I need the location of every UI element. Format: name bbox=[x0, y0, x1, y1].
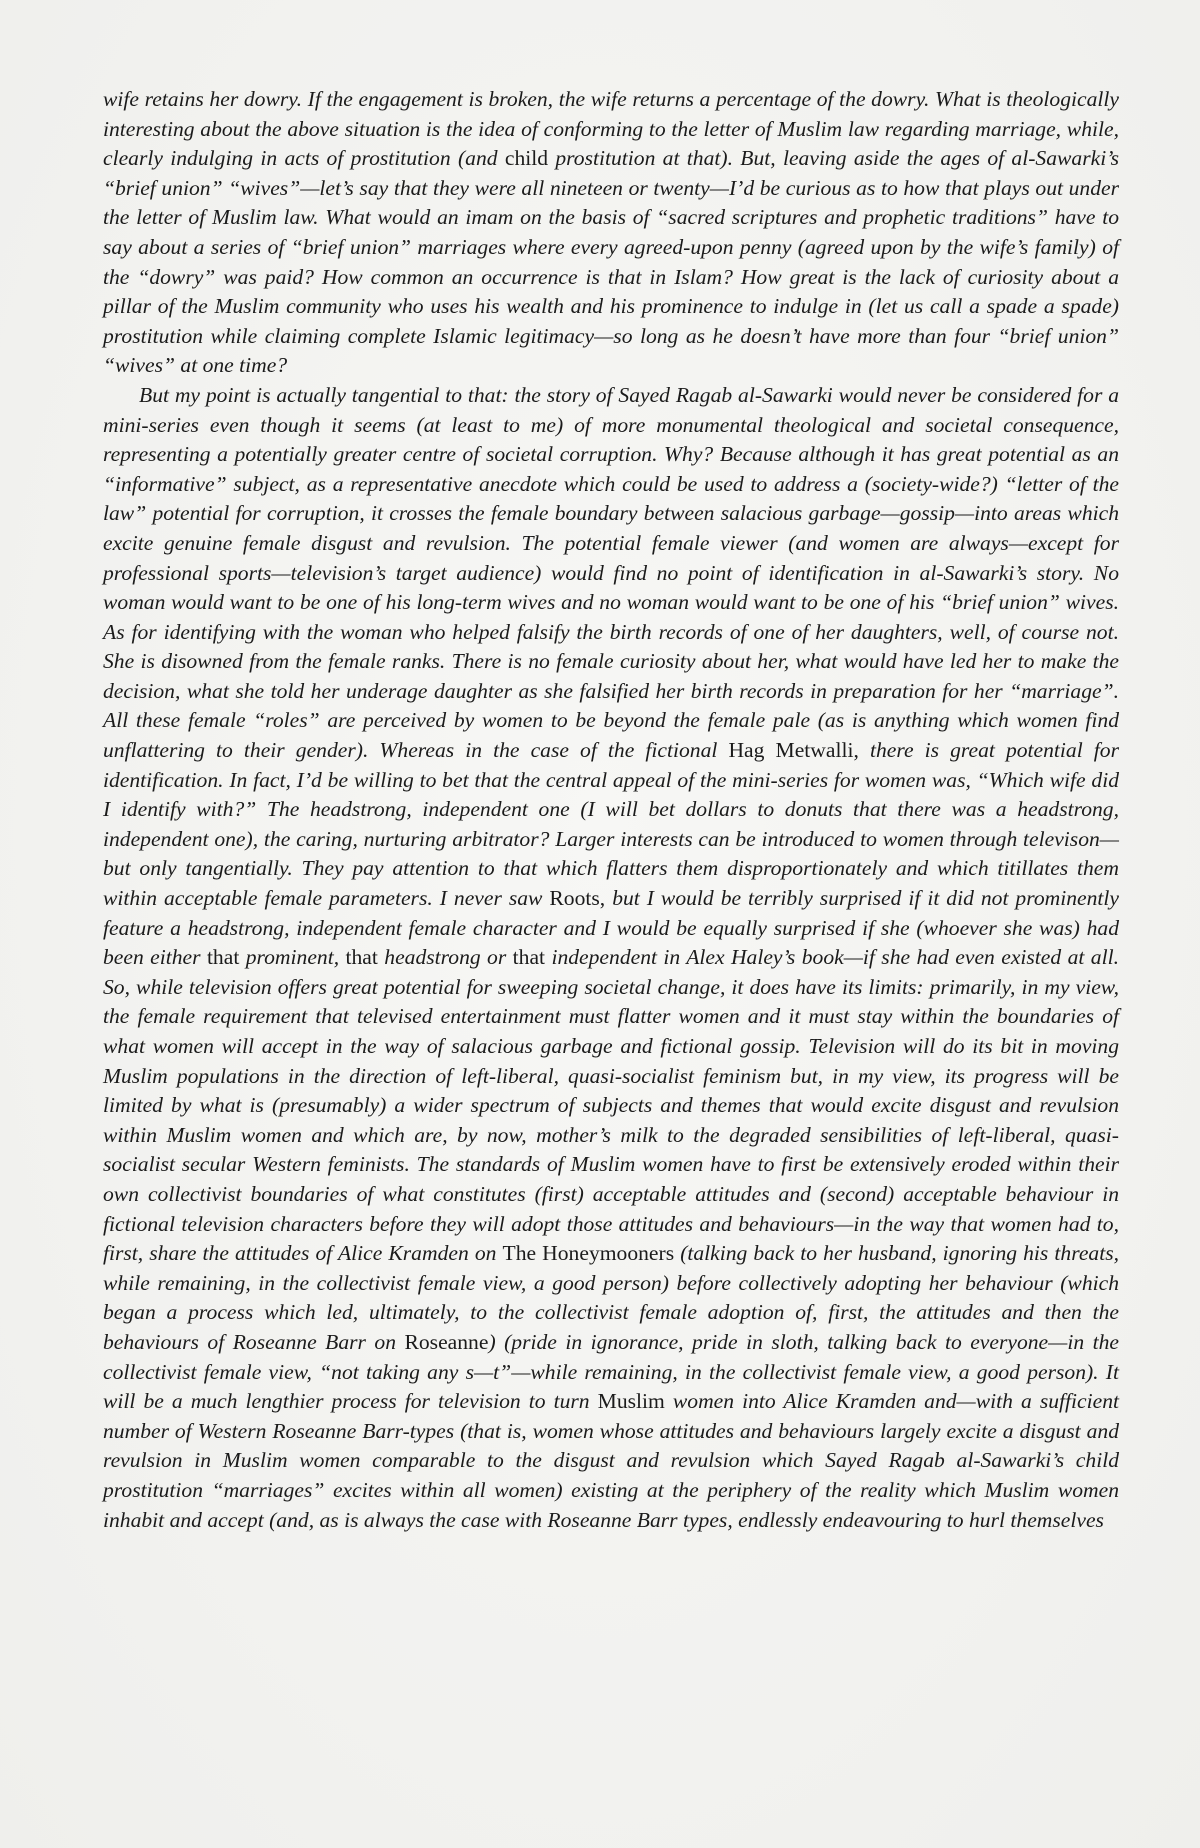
upright-text: that bbox=[345, 945, 378, 970]
upright-text: Hag Metwalli, bbox=[728, 738, 859, 763]
italic-text: But my point is actually tangential to that: the story of Sayed Ragab al-Sawarki would never be considered for a mini-series even though it seems (at least to me) of more monumental theological and societal consequence, representing a potentially greater centre of societal corruption. Why? Because although it has great potential as an “informative” subject, as a representative anecdote which could be used to address a (society-wide?) “letter of the law” potential for corruption, it crosses the female boundary between salacious garbage—gossip—into areas which excite genuine female disgust and revulsion. The potential female viewer (and women are always—except for professional sports—television’s target audience) would find no point of identification in al-Sawarki’s story. No woman would want to be one of his long-term wives and no woman would want to be one of his “brief union” wives. As for identifying with the woman who helped falsify the birth records of one of her daughters, well, of course not. She is disowned from the female ranks. There is no female curiosity about her, what would have led her to make the decision, what she told her underage daughter as she falsified her birth records in preparation for her “marriage”. All these female “roles” are perceived by women to be beyond the female pale (as is anything which women find unflattering to their gender). Whereas in the case of the fictional bbox=[103, 382, 1119, 763]
upright-text: child bbox=[504, 146, 549, 171]
italic-text: wife retains her dowry. If the engagement is broken, the wife returns a percentage of the dowry. What is theologically interesting about the above situation is the idea of conforming to the letter of Muslim law regarding marriage, while, clearly indulging in acts of prostitution (and bbox=[103, 87, 1119, 171]
italic-text: prominent, bbox=[239, 945, 346, 970]
italic-text: independent in Alex Haley’s book—if she had even existed at all. So, while television offers great potential for sweeping societal change, it does have its limits: primarily, in my view, the female requirement that televised entertainment must flatter women and it must stay within the boundaries of what women will accept in the way of salacious garbage and fictional gossip. Television will do its bit in moving Muslim populations in the direction of left-liberal, quasi-socialist feminism but, in my view, its progress will be limited by what is (presumably) a wider spectrum of subjects and themes that would excite disgust and revulsion within Muslim women and which are, by now, mother’s milk to the degraded sensibilities of left-liberal, quasi-socialist secular Western feminists. The standards of Muslim women have to first be extensively eroded within their own collectivist boundaries of what constitutes (first) acceptable attitudes and (second) acceptable behaviour in fictional television characters before they will adopt those attitudes and behaviours—in the way that women had to, first, share the attitudes of Alice Kramden on bbox=[103, 945, 1119, 1266]
paragraph-1 bbox=[103, 85, 1119, 381]
upright-text: Muslim bbox=[597, 1389, 665, 1414]
paragraph-2 bbox=[103, 381, 1119, 1535]
italic-text: women into Alice Kramden and—with a sufficient number of Western Roseanne Barr-types (that is, women whose attitudes and behaviours largely excite a disgust and revulsion in Muslim women comparable to the disgust and revulsion which Sayed Ragab al-Sawarki’s child prostitution “marriages” excites within all women) existing at the periphery of the reality which Muslim women inhabit and accept (and, as is always the case with Roseanne Barr types, endlessly endeavouring to hurl themselves bbox=[103, 1389, 1119, 1532]
upright-text: that bbox=[512, 945, 546, 970]
italic-text: headstrong or bbox=[377, 945, 513, 970]
italic-text: prostitution at that). But, leaving aside the ages of al-Sawarki’s “brief union” “wives”—let’s say that they were all nineteen or twenty—I’d be curious as to how that plays out under the letter of Muslim law. What would an imam on the basis of “sacred scriptures and prophetic traditions” have to say about a series of “brief union” marriages where every agreed-upon penny (agreed upon by the wife’s family) of the “dowry” was paid? How common an occurrence is that in Islam? How great is the lack of curiosity about a pillar of the Muslim community who uses his wealth and his prominence to indulge in (let us call a spade a spade) prostitution while claiming complete Islamic legitimacy—so long as he doesn’t have more than four “brief union” “wives” at one time? bbox=[103, 146, 1120, 378]
upright-text: Roots, bbox=[549, 886, 606, 911]
upright-text: that bbox=[206, 945, 240, 970]
italic-text: (talking back to her husband, ignoring his threats, while remaining, in the collectivist female view, a good person) before collectively adopting her behaviour (which began a process which led, ultimately, to the collectivist female adoption of, first, the attitudes and then the behaviours of Roseanne Barr on bbox=[103, 1241, 1119, 1354]
italic-text: but I would be terribly surprised if it did not prominently feature a headstrong, independent female character and I would be equally surprised if she (whoever she was) had been either bbox=[103, 886, 1119, 970]
italic-text: there is great potential for identification. In fact, I’d be willing to bet that the central appeal of the mini-series for women was, “Which wife did I identify with?” The headstrong, independent one (I will bet dollars to donuts that there was a headstrong, independent one), the caring, nurturing arbitrator? Larger interests can be introduced to women through televison—but only tangentially. They pay attention to that which flatters them disproportionately and which titillates them within acceptable female parameters. I never saw bbox=[103, 738, 1120, 911]
italic-text: ) (pride in ignorance, pride in sloth, talking back to everyone—in the collectivist female view, “not taking any s—t”—while remaining, in the collectivist female view, a good person). It will be a much lengthier process for television to turn bbox=[103, 1329, 1119, 1414]
upright-text: Roseanne bbox=[404, 1329, 489, 1354]
upright-text: The Honeymooners bbox=[502, 1241, 675, 1266]
body-text bbox=[103, 85, 1119, 1535]
